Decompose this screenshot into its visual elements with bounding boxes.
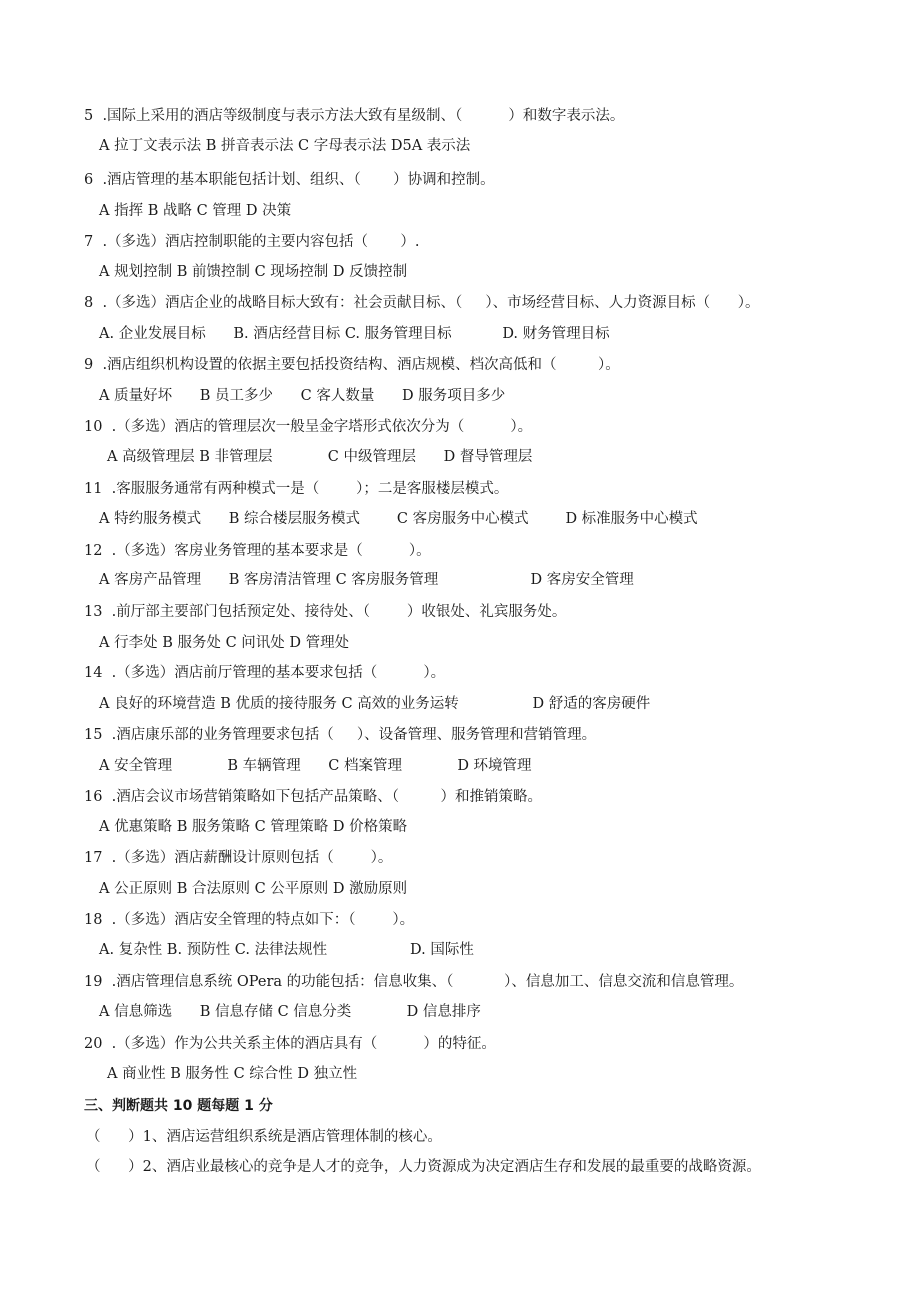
question-options: A 安全管理 B 车辆管理 C 档案管理 D 环境管理 xyxy=(99,758,532,774)
question-stem: 11 .客服服务通常有两种模式一是（ ）；二是客服楼层模式。 xyxy=(84,481,509,497)
question-options: A 规划控制 B 前馈控制 C 现场控制 D 反馈控制 xyxy=(99,264,408,280)
question-stem: 14 .（多选）酒店前厅管理的基本要求包括（ ）。 xyxy=(84,665,446,681)
question-stem: 19 .酒店管理信息系统 OPera 的功能包括：信息收集、（ ）、信息加工、信息交流和信息管理。 xyxy=(84,974,744,990)
question-options: A 行李处 B 服务处 C 问讯处 D 管理处 xyxy=(99,635,350,651)
question-stem: 18 .（多选）酒店安全管理的特点如下：（ ）。 xyxy=(84,912,415,928)
question-options: A 拉丁文表示法 B 拼音表示法 C 字母表示法 D5A 表示法 xyxy=(99,138,471,154)
question-stem: 20 .（多选）作为公共关系主体的酒店具有（ ）的特征。 xyxy=(84,1036,496,1052)
judgment-item: （ ）1、酒店运营组织系统是酒店管理体制的核心。 xyxy=(86,1129,442,1145)
question-options: A 公正原则 B 合法原则 C 公平原则 D 激励原则 xyxy=(99,881,408,897)
question-options: A. 复杂性 B. 预防性 C. 法律法规性 D. 国际性 xyxy=(99,942,474,958)
question-options: A 高级管理层 B 非管理层 C 中级管理层 D 督导管理层 xyxy=(107,449,533,465)
question-stem: 16 .酒店会议市场营销策略如下包括产品策略、（ ）和推销策略。 xyxy=(84,789,543,805)
question-options: A. 企业发展目标 B. 酒店经营目标 C. 服务管理目标 D. 财务管理目标 xyxy=(99,326,610,342)
question-options: A 优惠策略 B 服务策略 C 管理策略 D 价格策略 xyxy=(99,819,408,835)
question-options: A 特约服务模式 B 综合楼层服务模式 C 客房服务中心模式 D 标准服务中心模式 xyxy=(99,511,698,527)
question-options: A 质量好坏 B 员工多少 C 客人数量 D 服务项目多少 xyxy=(99,388,506,404)
question-stem: 6 .酒店管理的基本职能包括计划、组织、（ ）协调和控制。 xyxy=(84,172,495,188)
question-stem: 5 .国际上采用的酒店等级制度与表示方法大致有星级制、（ ）和数字表示法。 xyxy=(84,108,625,124)
question-stem: 15 .酒店康乐部的业务管理要求包括（ ）、设备管理、服务管理和营销管理。 xyxy=(84,727,597,743)
judgment-item: （ ）2、酒店业最核心的竞争是人才的竞争，人力资源成为决定酒店生存和发展的最重要的战略资源。 xyxy=(86,1159,761,1175)
question-options: A 良好的环境营造 B 优质的接待服务 C 高效的业务运转 D 舒适的客房硬件 xyxy=(99,696,651,712)
question-stem: 7 .（多选）酒店控制职能的主要内容包括（ ）. xyxy=(84,234,420,250)
question-stem: 8 .（多选）酒店企业的战略目标大致有：社会贡献目标、（ ）、市场经营目标、人力资源目标（ ）。 xyxy=(84,295,760,311)
question-stem: 12 .（多选）客房业务管理的基本要求是（ ）。 xyxy=(84,543,431,559)
question-stem: 13 .前厅部主要部门包括预定处、接待处、（ ）收银处、礼宾服务处。 xyxy=(84,604,567,620)
question-stem: 9 .酒店组织机构设置的依据主要包括投资结构、酒店规模、档次高低和（ ）。 xyxy=(84,357,620,373)
question-stem: 17 .（多选）酒店薪酬设计原则包括（ ）。 xyxy=(84,850,393,866)
question-options: A 指挥 B 战略 C 管理 D 决策 xyxy=(99,203,292,219)
question-options: A 商业性 B 服务性 C 综合性 D 独立性 xyxy=(107,1066,358,1082)
question-stem: 10 .（多选）酒店的管理层次一般呈金字塔形式依次分为（ ）。 xyxy=(84,419,533,435)
question-options: A 信息筛选 B 信息存储 C 信息分类 D 信息排序 xyxy=(99,1004,481,1020)
question-options: A 客房产品管理 B 客房清洁管理 C 客房服务管理 D 客房安全管理 xyxy=(99,572,634,588)
section-heading: 三、判断题共 10 题每题 1 分 xyxy=(84,1098,273,1114)
